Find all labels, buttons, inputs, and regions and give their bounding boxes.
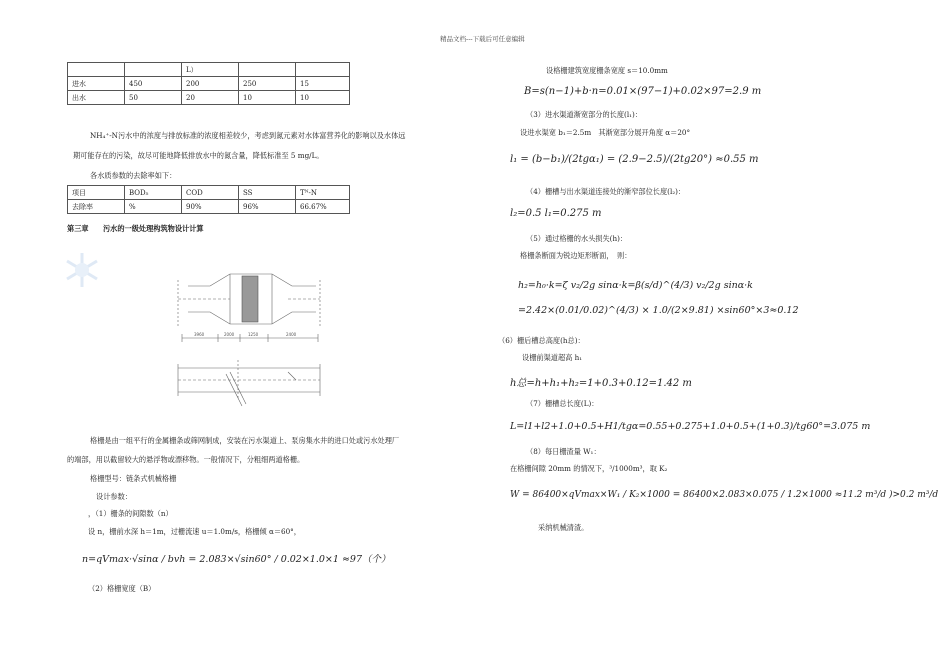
total-height-note: 设栅前渠道超高 h₁ — [522, 353, 583, 362]
table-header-cell: 项目 — [68, 186, 125, 200]
gap-assumption: 设 n，栅前水深 h＝1m，过栅流速 u＝1.0m/s，格栅倾 α＝60°， — [88, 527, 301, 536]
head-loss-note: 格栅条断面为锐边矩形断面， 则： — [520, 251, 632, 260]
formula-l2: l₂=0.5 l₁=0.275 m — [510, 208, 602, 219]
dimension-label: 3960 — [194, 332, 205, 337]
bar-width-note: 设格栅建筑宽度栅条宽度 s＝10.0mm — [546, 66, 668, 75]
slag-label: （8）每日栅渣量 W₁： — [526, 447, 601, 456]
formula-h2-line2: =2.42×(0.01/0.02)^(4/3) × 1.0/(2×9.81) ×sin60°×3≈0.12 — [518, 305, 799, 316]
table-cell: 10 — [296, 91, 350, 105]
table-cell: 出水 — [68, 91, 125, 105]
table-row — [68, 200, 350, 214]
formula-h-total: h总=h+h₁+h₂=1+0.3+0.12=1.42 m — [510, 378, 692, 389]
page-header: 精品文档---下载后可任意编辑 — [440, 35, 525, 43]
table-cell: 66.67% — [296, 200, 350, 214]
table-cell — [125, 63, 182, 77]
gap-count-label: ，（1）栅条的间隙数（n） — [88, 509, 173, 518]
paragraph-nh-cont: 期可能存在的污染，故尽可能地降低排放水中的氮含量，降低标准至 5 mg/L。 — [73, 151, 324, 160]
l2-label: （4）栅槽与出水渠道连接处的渐窄部位长度(l₂)： — [526, 187, 686, 196]
removal-intro: 各水质参数的去除率如下： — [90, 171, 177, 180]
table-cell: 250 — [239, 77, 296, 91]
dimension-label: 2000 — [224, 332, 235, 337]
l1-label: （3）进水渠道渐宽部分的长度(l₁)： — [526, 110, 642, 119]
table-cell — [239, 63, 296, 77]
table-cell: % — [125, 200, 182, 214]
table-header-cell: BOD₅ — [125, 186, 182, 200]
table-cell — [296, 63, 350, 77]
grid-model: 格栅型号：链条式机械格栅 — [90, 474, 177, 483]
water-quality-table — [67, 62, 350, 105]
formula-B: B=s(n−1)+b·n=0.01×(97−1)+0.02×97=2.9 m — [524, 86, 762, 97]
grid-width-label: （2）格栅宽度（B） — [88, 584, 156, 593]
table-cell: 450 — [125, 77, 182, 91]
table-cell: 20 — [182, 91, 239, 105]
total-height-label: （6）栅后槽总高度(h总)： — [498, 336, 585, 345]
bar-screen-drawing — [168, 268, 328, 420]
chapter-heading: 第三章 污水的一级处理构筑物设计计算 — [67, 224, 204, 233]
grid-paragraph-cont: 的端部，用以截留较大的悬浮物或漂移物。一般情况下，分粗细两道格栅。 — [67, 455, 305, 464]
paragraph-nh: NH₄⁺-N污水中的浓度与排放标准的浓度相差较少，考虑到氮元素对水体富营养化的影响以及水体远 — [90, 131, 406, 140]
mechanical-cleaning-note: 采纳机械清渣。 — [538, 523, 589, 532]
removal-rate-table — [67, 185, 350, 214]
formula-n: n=qVmax·√sinα / bvh = 2.083×√sin60° / 0.02×1.0×1 ≈97（个） — [82, 554, 391, 565]
table-header-cell: COD — [182, 186, 239, 200]
table-header-cell: Tᴺ-N — [296, 186, 350, 200]
dimension-label: 2400 — [286, 332, 297, 337]
grid-paragraph: 格栅是由一组平行的金属栅条或筛网制成，安装在污水渠道上、泵房集水井的进口处或污水处理厂 — [90, 436, 400, 445]
table-cell: 50 — [125, 91, 182, 105]
table-cell: 15 — [296, 77, 350, 91]
table-cell: L） — [182, 63, 239, 77]
table-cell: 去除率 — [68, 200, 125, 214]
table-cell: 10 — [239, 91, 296, 105]
formula-l1: l₁ = (b−b₁)/(2tgα₁) = (2.9−2.5)/(2tg20°) ≈0.55 m — [510, 154, 759, 165]
table-row — [68, 63, 350, 77]
formula-L: L=l1+l2+1.0+0.5+H1/tgα=0.55+0.275+1.0+0.5+(1+0.3)/tg60°=3.075 m — [510, 421, 871, 432]
table-cell: 进水 — [68, 77, 125, 91]
table-row — [68, 186, 350, 200]
table-row — [68, 77, 350, 91]
design-params: 设计参数： — [96, 492, 132, 501]
l1-assumption: 设进水渠宽 b₁＝2.5m 其渐宽部分展开角度 α＝20° — [520, 128, 691, 137]
dimension-label: 1250 — [248, 332, 259, 337]
table-cell — [68, 63, 125, 77]
slag-note: 在格栅间隙 20mm 的情况下，³/1000m³，取 K₂ — [510, 464, 668, 473]
formula-h2-line1: h₂=h₀·k=ζ v₂/2g sinα·k=β(s/d)^(4/3) v₂/2g sinα·k — [518, 280, 753, 291]
snowflake-watermark-icon — [62, 250, 102, 290]
length-label: （7）栅槽总长度(L)： — [526, 399, 599, 408]
head-loss-label: （5）通过格栅的水头损失(h)： — [526, 234, 628, 243]
table-row — [68, 91, 350, 105]
table-cell: 200 — [182, 77, 239, 91]
table-cell: 90% — [182, 200, 239, 214]
table-header-cell: SS — [239, 186, 296, 200]
table-cell: 96% — [239, 200, 296, 214]
formula-W: W = 86400×qVmax×W₁ / K₂×1000 = 86400×2.083×0.075 / 1.2×1000 ≈11.2 m³/d )>0.2 m³/d — [510, 490, 939, 500]
